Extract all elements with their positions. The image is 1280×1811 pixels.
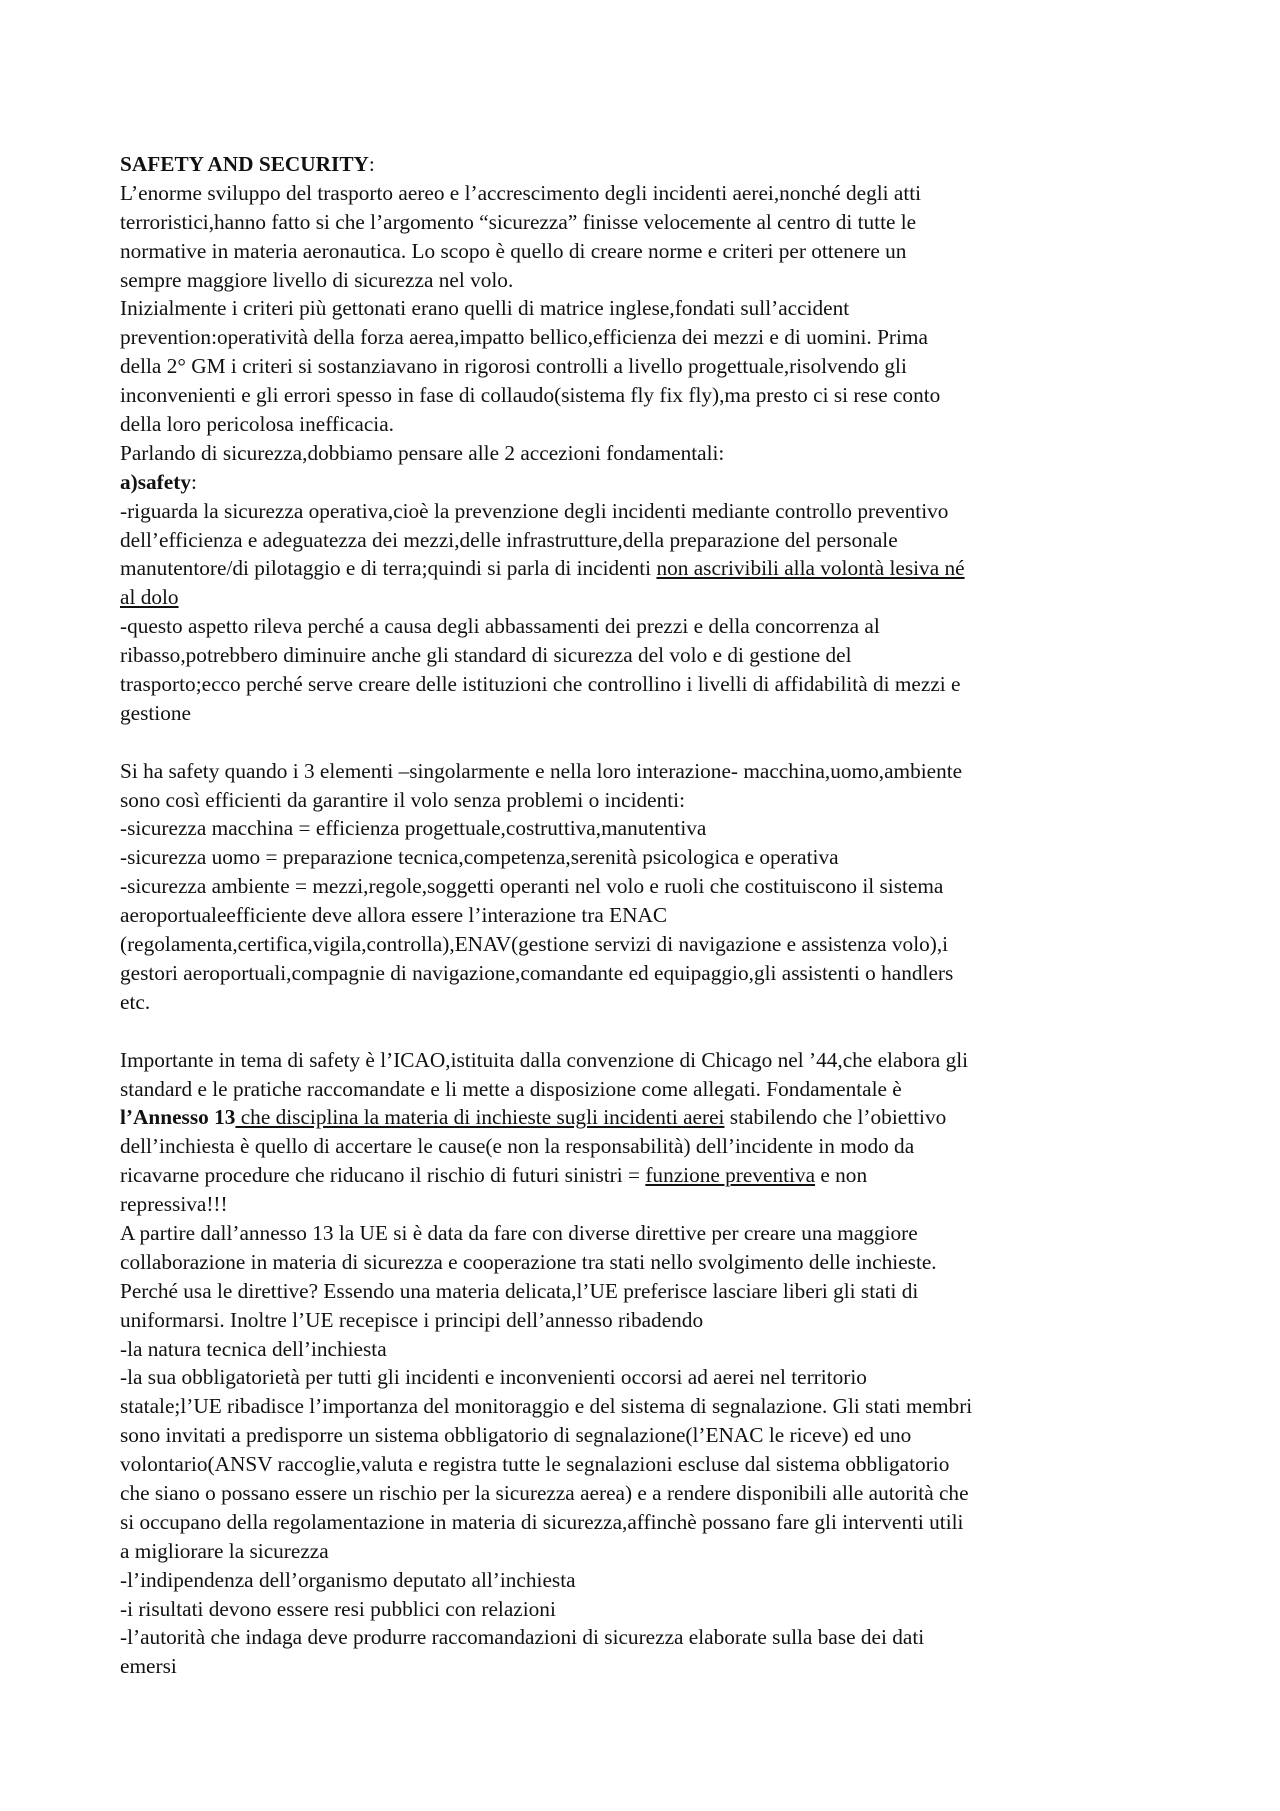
paragraph-safety-definition [120, 497, 1182, 613]
text-line: gestione [120, 700, 191, 725]
safety-subheading [120, 468, 1182, 497]
text-line: della loro pericolosa inefficacia. [120, 412, 394, 437]
text-line: -riguarda la sicurezza operativa,cioè la prevenzione degli incidenti mediante controllo preventivo [120, 498, 949, 523]
text-plain: manutentore/di pilotaggio e di terra;quindi si parla di incidenti [120, 556, 657, 581]
text-line: L’enorme sviluppo del trasporto aereo e l’accrescimento degli incidenti aerei,nonché degli atti [120, 180, 922, 205]
text-line: dell’inchiesta è quello di accertare le cause(e non la responsabilità) dell’incidente in modo da [120, 1134, 915, 1159]
text-line: -questo aspetto rileva perché a causa degli abbassamenti dei prezzi e della concorrenza al [120, 614, 880, 639]
text-plain: ricavarne procedure che riducano il rischio di futuri sinistri = [120, 1163, 646, 1188]
safety-label-suffix: : [190, 469, 197, 494]
text-line: trasporto;ecco perché serve creare delle istituzioni che controllino i livelli di affidabilità di mezzi e [120, 672, 961, 697]
text-line: si occupano della regolamentazione in materia di sicurezza,affinchè possano fare gli interventi utili [120, 1509, 964, 1534]
text-line: emersi [120, 1654, 177, 1679]
document-heading [120, 150, 1182, 179]
paragraph-history [120, 294, 1182, 438]
paragraph-spacer [120, 1017, 1182, 1046]
text-line: -i risultati devono essere resi pubblici con relazioni [120, 1596, 556, 1621]
text-line: standard e le pratiche raccomandate e li mette a disposizione come allegati. Fondamentale è [120, 1076, 902, 1101]
paragraph-eu [120, 1219, 1182, 1681]
paragraph-spacer [120, 728, 1182, 757]
text-line: (regolamenta,certifica,vigila,controlla),ENAV(gestione servizi di navigazione e assistenza volo),i [120, 932, 949, 957]
text-underlined: che disciplina la materia di inchieste sugli incidenti aerei [235, 1105, 725, 1130]
text-line [120, 1161, 1182, 1190]
text-underlined: al dolo [120, 585, 179, 610]
text-line: normative in materia aeronautica. Lo scopo è quello di creare norme e criteri per ottenere un [120, 238, 907, 263]
text-line: aeroportualeefficiente deve allora essere l’interazione tra ENAC [120, 903, 668, 928]
document-page [120, 150, 1182, 1681]
text-line [120, 583, 1182, 612]
paragraph-accezioni: Parlando di sicurezza,dobbiamo pensare alle 2 accezioni fondamentali: [120, 440, 725, 465]
text-line [120, 1103, 1182, 1132]
text-plain: e non [815, 1163, 868, 1188]
text-line: Importante in tema di safety è l’ICAO,istituita dalla convenzione di Chicago nel ’44,che elabora gli [120, 1047, 969, 1072]
text-line: dell’efficienza e adeguatezza dei mezzi,delle infrastrutture,della preparazione del personale [120, 527, 898, 552]
text-line: sempre maggiore livello di sicurezza nel volo. [120, 267, 514, 292]
text-line: volontario(ANSV raccoglie,valuta e registra tutte le segnalazioni escluse dal sistema obbligatorio [120, 1452, 950, 1477]
text-line: collaborazione in materia di sicurezza e cooperazione tra stati nello svolgimento delle inchieste. [120, 1249, 937, 1274]
text-line: -l’autorità che indaga deve produrre raccomandazioni di sicurezza elaborate sulla base dei dati [120, 1625, 925, 1650]
text-line: terroristici,hanno fatto si che l’argomento “sicurezza” finisse velocemente al centro di tutte le [120, 209, 917, 234]
text-line: a migliorare la sicurezza [120, 1538, 329, 1563]
safety-label: a)safety [120, 469, 191, 494]
text-line: prevention:operatività della forza aerea,impatto bellico,efficienza dei mezzi e di uomini. Prima [120, 325, 928, 350]
text-line: -l’indipendenza dell’organismo deputato all’inchiesta [120, 1567, 576, 1592]
paragraph-price-risk [120, 612, 1182, 728]
text-line: -sicurezza macchina = efficienza progettuale,costruttiva,manutentiva [120, 816, 707, 841]
text-line: che siano o possano essere un rischio per la sicurezza aerea) e a rendere disponibili alle autorità che [120, 1480, 969, 1505]
heading-suffix: : [368, 152, 375, 176]
text-bold: l’Annesso 13 [120, 1105, 236, 1130]
text-line: repressiva!!! [120, 1192, 228, 1217]
text-line: della 2° GM i criteri si sostanziavano in rigorosi controlli a livello progettuale,risolvendo gli [120, 354, 907, 379]
text-line: gestori aeroportuali,compagnie di navigazione,comandante ed equipaggio,gli assistenti o handlers [120, 960, 954, 985]
text-underlined: funzione preventiva [645, 1163, 816, 1188]
text-line: uniformarsi. Inoltre l’UE recepisce i principi dell’annesso ribadendo [120, 1307, 704, 1332]
heading-text: SAFETY AND SECURITY [120, 152, 369, 176]
text-line: -sicurezza uomo = preparazione tecnica,competenza,serenità psicologica e operativa [120, 845, 839, 870]
text-line: -la natura tecnica dell’inchiesta [120, 1336, 387, 1361]
text-line [120, 554, 1182, 583]
paragraph-elements [120, 757, 1182, 1017]
text-line: A partire dall’annesso 13 la UE si è data da fare con diverse direttive per creare una maggiore [120, 1220, 918, 1245]
paragraph-icao [120, 1046, 1182, 1219]
text-line: sono invitati a predisporre un sistema obbligatorio di segnalazione(l’ENAC le riceve) ed uno [120, 1423, 912, 1448]
text-line: statale;l’UE ribadisce l’importanza del monitoraggio e del sistema di segnalazione. Gli stati membri [120, 1394, 973, 1419]
text-line: Inizialmente i criteri più gettonati erano quelli di matrice inglese,fondati sull’accident [120, 296, 850, 321]
text-underlined: non ascrivibili alla volontà lesiva né [656, 556, 965, 581]
text-line: inconvenienti e gli errori spesso in fase di collaudo(sistema fly fix fly),ma presto ci si rese conto [120, 383, 941, 408]
text-line: ribasso,potrebbero diminuire anche gli standard di sicurezza del volo e di gestione del [120, 643, 852, 668]
text-plain: stabilendo che l’obiettivo [724, 1105, 947, 1130]
text-line: Si ha safety quando i 3 elementi –singolarmente e nella loro interazione- macchina,uomo,ambiente [120, 758, 963, 783]
text-line: sono così efficienti da garantire il volo senza problemi o incidenti: [120, 787, 685, 812]
text-line: -sicurezza ambiente = mezzi,regole,soggetti operanti nel volo e ruoli che costituiscono il sistema [120, 874, 944, 899]
text-line: -la sua obbligatorietà per tutti gli incidenti e inconvenienti occorsi ad aerei nel territorio [120, 1365, 867, 1390]
text-line: Perché usa le direttive? Essendo una materia delicata,l’UE preferisce lasciare liberi gli stati di [120, 1278, 919, 1303]
paragraph-intro [120, 179, 1182, 295]
text-line: etc. [120, 989, 151, 1014]
